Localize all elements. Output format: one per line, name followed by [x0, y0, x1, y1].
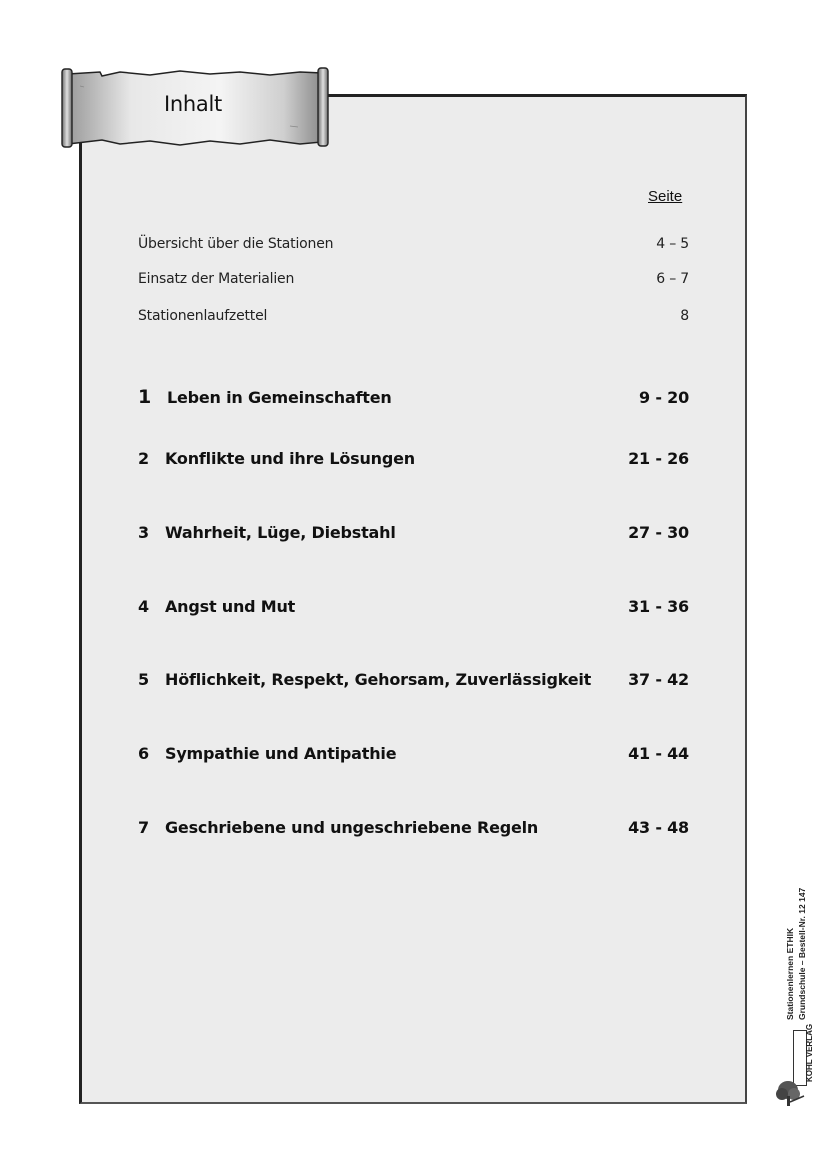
chapter-number: 5 [138, 670, 149, 689]
toc-entry-pages: 8 [680, 308, 689, 324]
toc-entry-label: Übersicht über die Stationen [138, 236, 334, 252]
footer-order-line: Grundschule – Bestell-Nr. 12 147 [797, 887, 807, 1020]
toc-entry-label: Stationenlaufzettel [138, 308, 268, 324]
title-scroll-banner [60, 66, 332, 150]
toc-entry-pages: 6 – 7 [656, 271, 689, 287]
chapter-number: 1 [138, 386, 152, 408]
chapter-pages: 43 - 48 [628, 818, 689, 837]
toc-chapter-row[interactable] [138, 670, 689, 689]
chapter-title: Leben in Gemeinschaften [167, 388, 392, 407]
chapter-title: Konflikte und ihre Lösungen [165, 449, 415, 468]
chapter-pages: 37 - 42 [628, 670, 689, 689]
chapter-number: 2 [138, 449, 149, 468]
page-title: Inhalt [164, 92, 222, 116]
publisher-logo-text: KOHL VERLAG [805, 1023, 814, 1082]
chapter-pages: 21 - 26 [628, 449, 689, 468]
chapter-pages: 27 - 30 [628, 523, 689, 542]
toc-chapter-row[interactable] [138, 449, 689, 468]
chapter-title: Höflichkeit, Respekt, Gehorsam, Zuverlässigkeit [165, 670, 592, 689]
chapter-pages: 41 - 44 [628, 744, 689, 763]
chapter-pages: 9 - 20 [639, 388, 689, 407]
toc-intro-row[interactable] [138, 271, 689, 287]
toc-chapter-row[interactable] [138, 386, 689, 408]
toc-intro-row[interactable] [138, 236, 689, 252]
tree-logo-icon [774, 1078, 808, 1108]
chapter-number: 4 [138, 597, 149, 616]
chapter-number: 7 [138, 818, 149, 837]
chapter-pages: 31 - 36 [628, 597, 689, 616]
chapter-number: 6 [138, 744, 149, 763]
toc-entry-pages: 4 – 5 [656, 236, 689, 252]
toc-chapter-row[interactable] [138, 597, 689, 616]
page-column-header: Seite [648, 188, 683, 205]
toc-intro-row[interactable] [138, 308, 689, 324]
chapter-title: Wahrheit, Lüge, Diebstahl [165, 523, 396, 542]
toc-chapter-row[interactable] [138, 818, 689, 837]
toc-entry-label: Einsatz der Materialien [138, 271, 295, 287]
chapter-title: Sympathie und Antipathie [165, 744, 397, 763]
chapter-title: Geschriebene und ungeschriebene Regeln [165, 818, 539, 837]
chapter-title: Angst und Mut [165, 597, 296, 616]
toc-chapter-row[interactable] [138, 744, 689, 763]
chapter-number: 3 [138, 523, 149, 542]
footer-series-line: Stationenlernen ETHIK [785, 927, 795, 1020]
toc-chapter-row[interactable] [138, 523, 689, 542]
